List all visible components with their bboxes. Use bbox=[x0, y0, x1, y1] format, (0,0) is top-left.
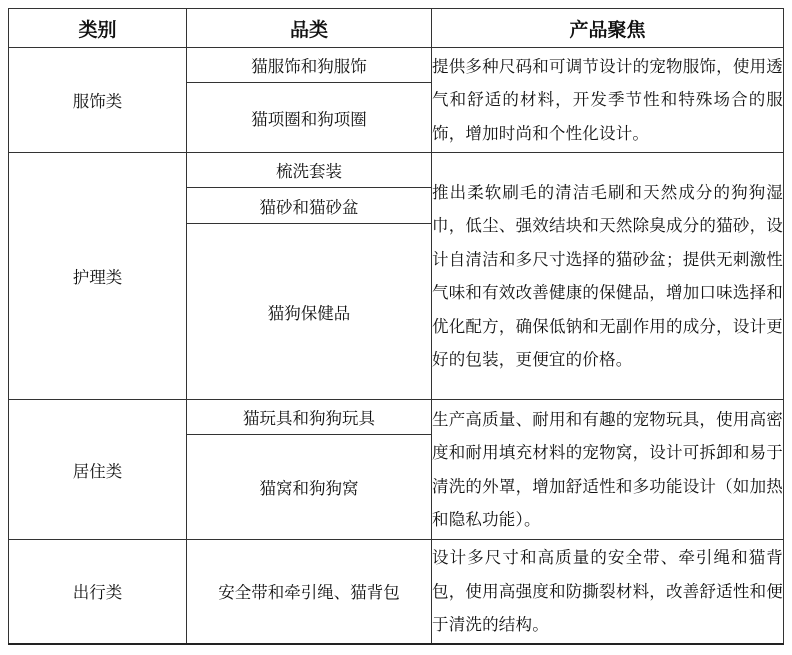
product-cell: 猫砂和猫砂盆 bbox=[187, 188, 432, 224]
focus-cell-apparel: 提供多种尺码和可调节设计的宠物服饰，使用透气和舒适的材料，开发季节性和特殊场合的服饰，增加时尚和个性化设计。 bbox=[432, 48, 784, 153]
category-cell-living: 居住类 bbox=[9, 400, 187, 540]
focus-cell-care: 推出柔软刷毛的清洁毛刷和天然成分的狗狗湿巾，低尘、强效结块和天然除臭成分的猫砂，设计自清洁和多尺寸选择的猫砂盆；提供无刺激性气味和有效改善健康的保健品，增加口味选择和优化配方，确保低钠和无副作用的成分，设计更好的包装，更便宜的价格。 bbox=[432, 153, 784, 400]
focus-cell-living: 生产高质量、耐用和有趣的宠物玩具，使用高密度和耐用填充材料的宠物窝，设计可拆卸和易于清洗的外罩，增加舒适性和多功能设计（如加热和隐私功能）。 bbox=[432, 400, 784, 540]
header-focus: 产品聚焦 bbox=[432, 9, 784, 48]
product-cell: 梳洗套装 bbox=[187, 153, 432, 188]
category-cell-care: 护理类 bbox=[9, 153, 187, 400]
product-cell: 猫窝和狗狗窝 bbox=[187, 435, 432, 540]
product-cell: 安全带和牵引绳、猫背包 bbox=[187, 540, 432, 644]
product-cell: 猫项圈和狗项圈 bbox=[187, 83, 432, 153]
table-row bbox=[9, 153, 784, 188]
table-row bbox=[9, 540, 784, 644]
table-header-row bbox=[9, 9, 784, 48]
table-row bbox=[9, 400, 784, 435]
category-cell-travel: 出行类 bbox=[9, 540, 187, 644]
header-product: 品类 bbox=[187, 9, 432, 48]
header-category: 类别 bbox=[9, 9, 187, 48]
category-cell-apparel: 服饰类 bbox=[9, 48, 187, 153]
focus-cell-travel: 设计多尺寸和高质量的安全带、牵引绳和猫背包，使用高强度和防撕裂材料，改善舒适性和便于清洗的结构。 bbox=[432, 540, 784, 644]
table-row bbox=[9, 48, 784, 83]
product-cell: 猫狗保健品 bbox=[187, 224, 432, 400]
product-focus-table bbox=[8, 8, 784, 645]
product-cell: 猫服饰和狗服饰 bbox=[187, 48, 432, 83]
product-cell: 猫玩具和狗狗玩具 bbox=[187, 400, 432, 435]
